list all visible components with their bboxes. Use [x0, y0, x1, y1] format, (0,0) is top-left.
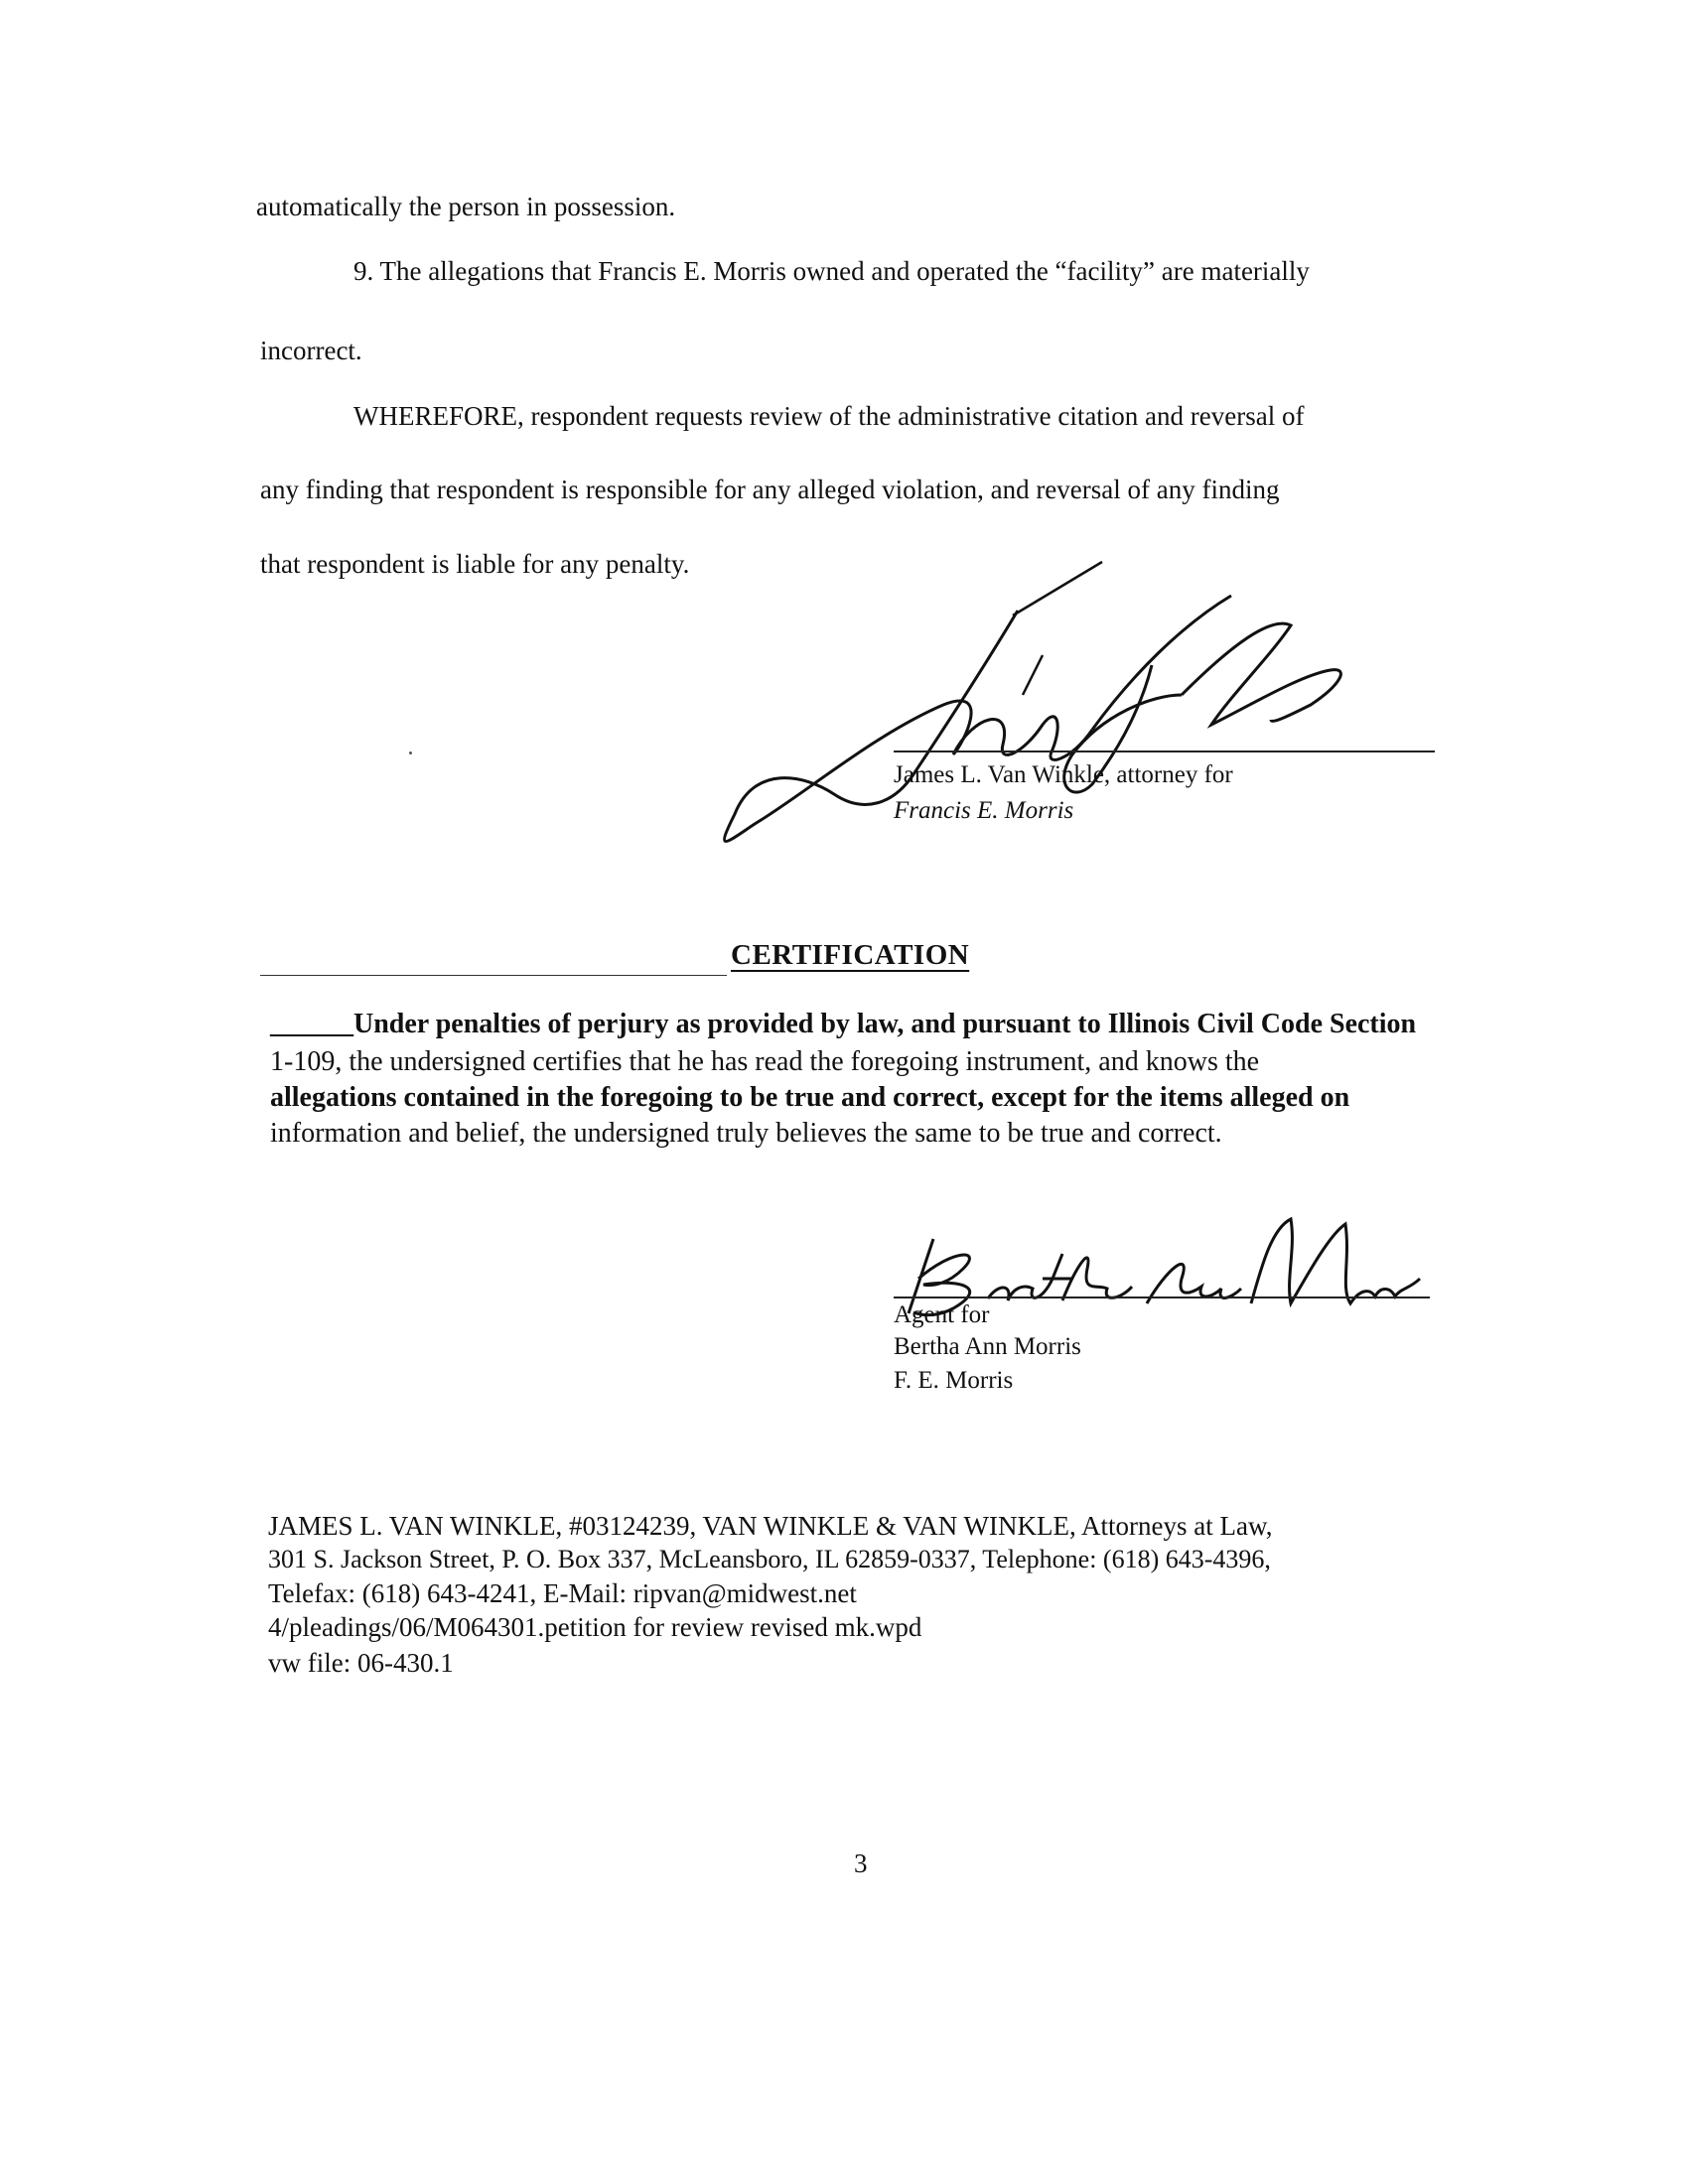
wherefore-line-3: that respondent is liable for any penalty. [260, 549, 690, 579]
footer-line-1: JAMES L. VAN WINKLE, #03124239, VAN WINKLE & VAN WINKLE, Attorneys at Law, [268, 1511, 1273, 1541]
certification-left-rule [260, 975, 727, 976]
footer-line-5: vw file: 06-430.1 [268, 1648, 454, 1678]
paragraph-9-line-2: incorrect. [260, 336, 362, 365]
footer-line-2: 301 S. Jackson Street, P. O. Box 337, McLeansboro, IL 62859-0337, Telephone: (618) 643-4396, [268, 1545, 1271, 1573]
agent-principal-name: Bertha Ann Morris [894, 1333, 1081, 1360]
certification-line-4: information and belief, the undersigned truly believes the same to be true and correct. [270, 1118, 1222, 1149]
certification-line-3: allegations contained in the foregoing to be true and correct, except for the items alleged on [270, 1082, 1350, 1113]
page-number: 3 [854, 1848, 868, 1878]
certification-heading: CERTIFICATION [731, 939, 970, 971]
paragraph-9-line-1: 9. The allegations that Francis E. Morris owned and operated the “facility” are materially [353, 256, 1310, 286]
attorney-client-line: Francis E. Morris [894, 797, 1074, 824]
certification-line-2: 1-109, the undersigned certifies that he has read the foregoing instrument, and knows the [270, 1046, 1260, 1077]
certification-line-1: ______Under penalties of perjury as provided by law, and pursuant to Illinois Civil Code Section [270, 1009, 1417, 1039]
attorney-signature-line [894, 751, 1435, 752]
agent-signature-line [894, 1297, 1430, 1298]
footer-line-4: 4/pleadings/06/M064301.petition for review revised mk.wpd [268, 1612, 922, 1642]
wherefore-line-1: WHEREFORE, respondent requests review of the administrative citation and reversal of [353, 401, 1305, 431]
wherefore-line-2: any finding that respondent is responsible for any alleged violation, and reversal of any finding [260, 475, 1280, 504]
attorney-name-line: James L. Van Winkle, attorney for [894, 761, 1233, 788]
attorney-signature-image [715, 556, 1430, 874]
agent-role: Agent for [894, 1301, 990, 1328]
agent-secondary-name: F. E. Morris [894, 1367, 1014, 1394]
footer-line-3: Telefax: (618) 643-4241, E-Mail: ripvan@midwest.net [268, 1578, 857, 1608]
body-line-1: automatically the person in possession. [256, 192, 676, 221]
scan-speck [409, 751, 412, 754]
